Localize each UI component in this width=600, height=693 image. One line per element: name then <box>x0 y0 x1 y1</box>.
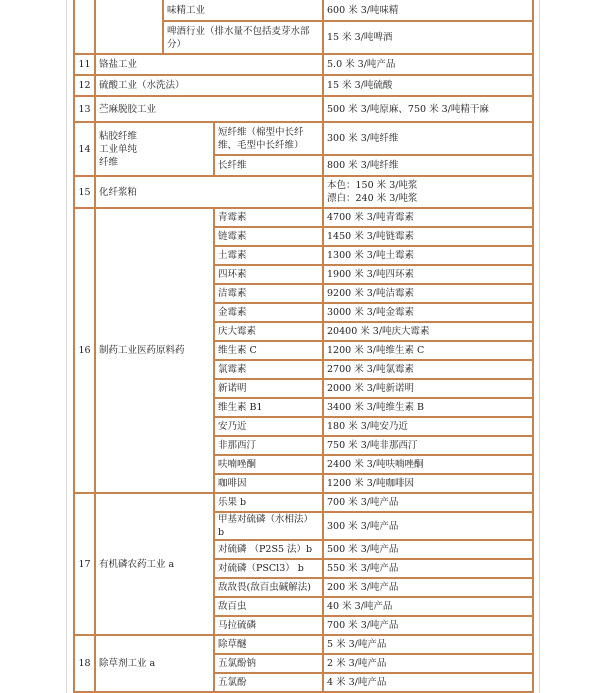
value-cell: 20400 米 3/吨庆大霉素 <box>323 322 533 341</box>
value-cell: 4 米 3/吨产品 <box>323 673 533 692</box>
value-cell: 2 米 3/吨产品 <box>323 654 533 673</box>
sub-industry-cell: 土霉素 <box>214 246 323 265</box>
row-number: 13 <box>74 96 95 122</box>
value-cell: 1200 米 3/吨维生素 C <box>323 341 533 360</box>
table-row <box>74 122 533 155</box>
value-cell: 15 米 3/吨硫酸 <box>323 75 533 96</box>
sub-industry-cell: 对硫磷 （P2S5 法）b <box>214 540 323 559</box>
industry-cell: 化纤浆粕 <box>95 176 323 208</box>
row-number: 15 <box>74 176 95 208</box>
value-cell: 750 米 3/吨非那西汀 <box>323 436 533 455</box>
value-cell: 700 米 3/吨产品 <box>323 616 533 635</box>
sub-industry-cell: 长纤维 <box>214 155 323 176</box>
table-row <box>74 635 533 654</box>
sub-industry-cell: 乐果 b <box>214 493 323 512</box>
value-cell: 700 米 3/吨产品 <box>323 493 533 512</box>
sub-industry-cell: 青霉素 <box>214 208 323 227</box>
value-cell: 1300 米 3/吨土霉素 <box>323 246 533 265</box>
sub-industry-cell: 金霉素 <box>214 303 323 322</box>
industry-cell: 苎麻脱胶工业 <box>95 96 323 122</box>
value-cell: 180 米 3/吨安乃近 <box>323 417 533 436</box>
sub-industry-cell: 五氯酚 <box>214 673 323 692</box>
industry-cell <box>95 0 163 54</box>
sub-industry-cell: 四环素 <box>214 265 323 284</box>
value-cell: 9200 米 3/吨洁霉素 <box>323 284 533 303</box>
sub-industry-cell: 马拉硫磷 <box>214 616 323 635</box>
value-cell: 500 米 3/吨产品 <box>323 540 533 559</box>
sub-industry-cell: 洁霉素 <box>214 284 323 303</box>
sub-industry-cell: 链霉素 <box>214 227 323 246</box>
table-row <box>74 54 533 75</box>
table-row <box>74 0 533 21</box>
table-row <box>74 75 533 96</box>
industry-cell: 硫酸工业（水洗法） <box>95 75 323 96</box>
value-cell: 5.0 米 3/吨产品 <box>323 54 533 75</box>
sub-industry-cell: 咖啡因 <box>214 474 323 493</box>
value-cell: 300 米 3/吨纤维 <box>323 122 533 155</box>
table-row <box>74 208 533 227</box>
page-margin-left <box>66 0 67 693</box>
sub-industry-cell: 庆大霉素 <box>214 322 323 341</box>
value-cell: 500 米 3/吨原麻、750 米 3/吨精干麻 <box>323 96 533 122</box>
value-cell: 550 米 3/吨产品 <box>323 559 533 578</box>
sub-industry-cell: 非那西汀 <box>214 436 323 455</box>
value-cell: 800 米 3/吨纤维 <box>323 155 533 176</box>
industry-cell: 铬盐工业 <box>95 54 323 75</box>
value-cell: 1200 米 3/吨咖啡因 <box>323 474 533 493</box>
table-row <box>74 96 533 122</box>
table-row <box>74 176 533 208</box>
sub-industry-cell: 除草醚 <box>214 635 323 654</box>
sub-industry-cell: 敌百虫 <box>214 597 323 616</box>
value-line: 本色：150 米 3/吨浆 <box>327 180 418 191</box>
sub-industry-cell: 维生素 B1 <box>214 398 323 417</box>
value-cell: 600 米 3/吨味精 <box>323 0 533 21</box>
value-cell: 300 米 3/吨产品 <box>323 512 533 540</box>
industry-line: 粘胶纤维 <box>99 130 138 142</box>
value-cell: 200 米 3/吨产品 <box>323 578 533 597</box>
value-cell: 4700 米 3/吨青霉素 <box>323 208 533 227</box>
row-number: 18 <box>74 635 95 692</box>
sub-industry-cell: 敌敌畏(敌百虫碱解法) <box>214 578 323 597</box>
row-number: 17 <box>74 493 95 635</box>
table-row <box>74 493 533 512</box>
value-line: 漂白：240 米 3/吨浆 <box>327 193 418 204</box>
row-number: 12 <box>74 75 95 96</box>
value-cell: 2400 米 3/吨呋喃唑酮 <box>323 455 533 474</box>
sub-industry-cell: 新诺明 <box>214 379 323 398</box>
sub-industry-cell: 甲基对硫磷（水相法）b <box>214 512 323 540</box>
value-cell: 1450 米 3/吨链霉素 <box>323 227 533 246</box>
value-cell: 2700 米 3/吨氯霉素 <box>323 360 533 379</box>
sub-industry-cell: 短纤维（棉型中长纤维、毛型中长纤维） <box>214 122 323 155</box>
value-cell <box>323 176 533 208</box>
industry-line: 纤维 <box>99 156 119 168</box>
sub-industry-cell: 味精工业 <box>163 0 323 21</box>
row-number <box>74 0 95 54</box>
row-number: 16 <box>74 208 95 493</box>
sub-industry-cell: 啤酒行业（排水量不包括麦芽水部分） <box>163 21 323 54</box>
value-cell: 1900 米 3/吨四环素 <box>323 265 533 284</box>
value-cell: 40 米 3/吨产品 <box>323 597 533 616</box>
sub-industry-cell: 氯霉素 <box>214 360 323 379</box>
value-cell: 15 米 3/吨啤酒 <box>323 21 533 54</box>
industry-cell: 除草剂工业 a <box>95 635 214 692</box>
value-cell: 3000 米 3/吨金霉素 <box>323 303 533 322</box>
industry-cell <box>95 122 214 176</box>
page-margin-right <box>539 0 540 693</box>
row-number: 14 <box>74 122 95 176</box>
industry-cell: 有机磷农药工业 a <box>95 493 214 635</box>
sub-industry-cell: 呋喃唑酮 <box>214 455 323 474</box>
value-cell: 5 米 3/吨产品 <box>323 635 533 654</box>
sub-industry-cell: 对硫磷（PSCl3） b <box>214 559 323 578</box>
value-cell: 3400 米 3/吨维生素 B <box>323 398 533 417</box>
sub-industry-cell: 维生素 C <box>214 341 323 360</box>
row-number: 11 <box>74 54 95 75</box>
water-discharge-table <box>73 0 534 693</box>
value-cell: 2000 米 3/吨新诺明 <box>323 379 533 398</box>
sub-industry-cell: 五氯酚钠 <box>214 654 323 673</box>
industry-cell: 制药工业医药原料药 <box>95 208 214 493</box>
industry-line: 工业单纯 <box>99 143 138 155</box>
sub-industry-cell: 安乃近 <box>214 417 323 436</box>
